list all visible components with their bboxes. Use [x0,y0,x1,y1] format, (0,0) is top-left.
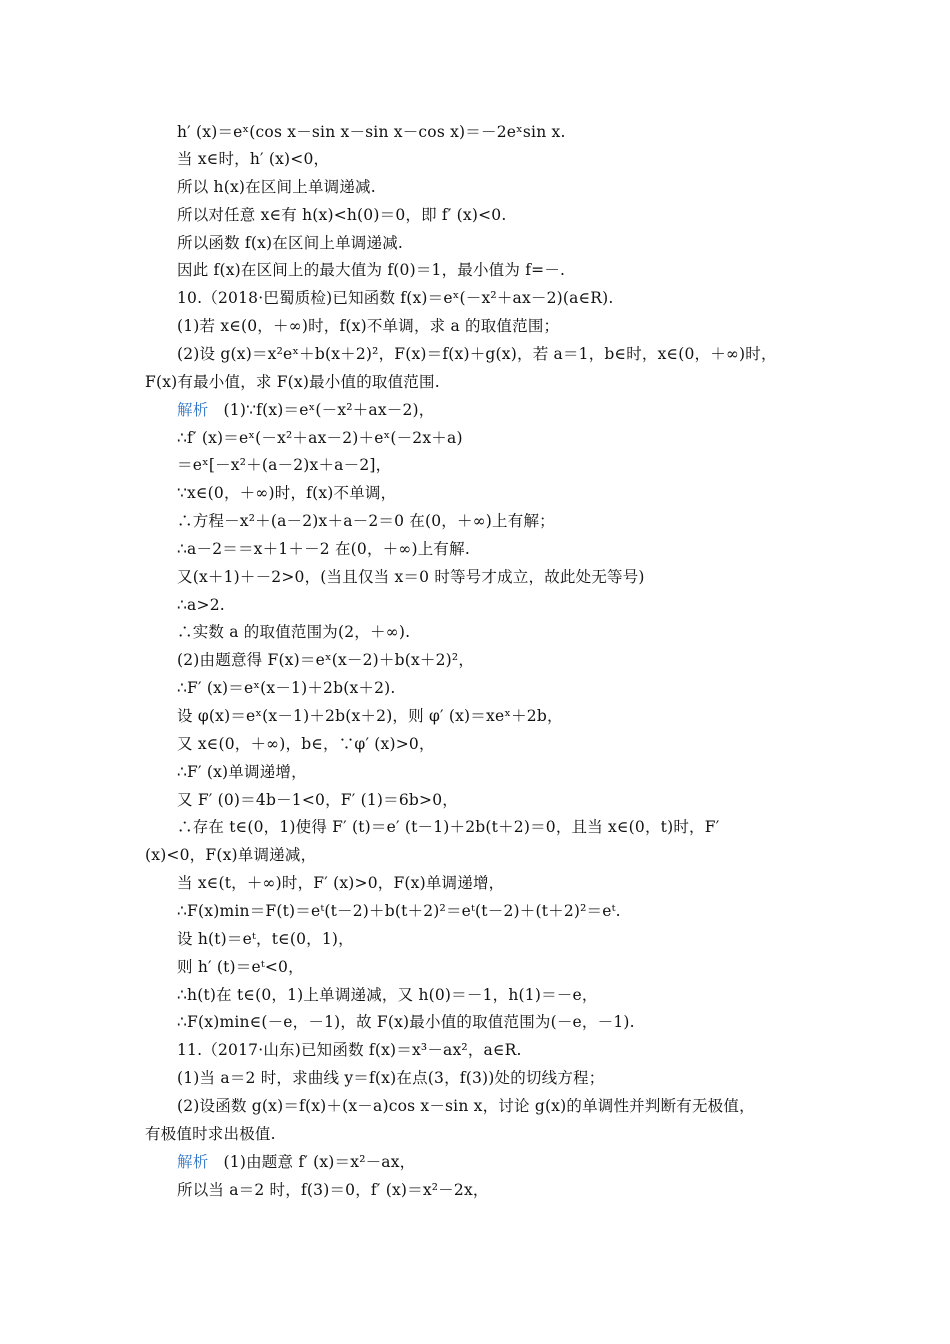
text-line: ∴存在 t∈(0，1)使得 F′ (t)＝e′ (t－1)＋2b(t＋2)＝0，且当 x∈(0，t)时，F′ [177,818,720,836]
jiexi-label: 解析 [177,1153,209,1171]
text-line: ∴方程－x²＋(a－2)x＋a－2＝0 在(0，＋∞)上有解； [177,512,555,530]
text-line: (2)由题意得 F(x)＝eˣ(x－2)＋b(x＋2)²， [177,651,475,669]
text-line: ∴f′ (x)＝eˣ(－x²＋ax－2)＋eˣ(－2x＋a) [177,429,463,447]
text-line: ∴a－2＝＝x＋1＋－2 在(0，＋∞)上有解. [177,540,470,558]
text-line: 所以对任意 x∈有 h(x)<h(0)＝0，即 f′ (x)<0. [177,206,507,224]
text-line: ∴F′ (x)单调递增， [177,763,307,781]
text-line: ＝eˣ[－x²＋(a－2)x＋a－2]， [177,456,392,474]
text-line: ∴F′ (x)＝eˣ(x－1)＋2b(x＋2). [177,679,396,697]
text-line: 又(x＋1)＋－2>0，(当且仅当 x＝0 时等号才成立，故此处无等号) [177,568,645,586]
text-line: 所以 h(x)在区间上单调递减. [177,178,376,196]
text-line: ∴a>2. [177,596,225,614]
solution-line [177,1152,415,1172]
text-line: (1)∵f(x)＝eˣ(－x²＋ax－2)， [223,401,435,419]
text-line: 设 h(t)＝eᵗ，t∈(0，1)， [177,930,354,948]
text-line: 设 φ(x)＝eˣ(x－1)＋2b(x＋2)，则 φ′ (x)＝xeˣ＋2b， [177,707,563,725]
text-line: 当 x∈(t，＋∞)时，F′ (x)>0，F(x)单调递增， [177,874,505,892]
text-line: 又 x∈(0，＋∞)，b∈，∵φ′ (x)>0， [177,735,435,753]
text-line: ∴F(x)min∈(－e，－1)，故 F(x)最小值的取值范围为(－e，－1). [177,1013,635,1031]
text-line: 当 x∈时，h′ (x)<0， [177,150,330,168]
text-line: ∴实数 a 的取值范围为(2，＋∞). [177,623,411,641]
text-line: (2)设函数 g(x)＝f(x)＋(x－a)cos x－sin x，讨论 g(x)的单调性并判断有无极值， [177,1097,755,1115]
solution-line [177,400,434,420]
text-line: 因此 f(x)在区间上的最大值为 f(0)＝1，最小值为 f=－. [177,261,566,279]
text-line: (1)当 a＝2 时，求曲线 y＝f(x)在点(3，f(3))处的切线方程； [177,1069,605,1087]
text-line: (2)设 g(x)＝x²eˣ＋b(x＋2)²，F(x)＝f(x)＋g(x)，若 a＝1，b∈时，x∈(0，＋∞)时， [177,345,777,363]
text-line: ∵x∈(0，＋∞)时，f(x)不单调， [177,484,397,502]
text-line: 有极值时求出极值. [145,1125,276,1143]
text-line: (1)若 x∈(0，＋∞)时，f(x)不单调，求 a 的取值范围； [177,317,560,335]
problem-heading: 10.（2018·巴蜀质检)已知函数 f(x)＝eˣ(－x²＋ax－2)(a∈R). [177,289,614,307]
text-line: F(x)有最小值，求 F(x)最小值的取值范围. [145,373,440,391]
text-line: ∴F(x)min＝F(t)＝eᵗ(t－2)＋b(t＋2)²＝eᵗ(t－2)＋(t＋2)²＝eᵗ. [177,902,621,920]
text-line: (1)由题意 f′ (x)＝x²－ax， [223,1153,416,1171]
text-line: 所以函数 f(x)在区间上单调递减. [177,234,404,252]
text-line: h′ (x)＝eˣ(cos x－sin x－sin x－cos x)＝－2eˣsin x. [177,123,566,141]
problem-heading: 11.（2017·山东)已知函数 f(x)＝x³－ax²，a∈R. [177,1041,522,1059]
text-line: 则 h′ (t)＝eᵗ<0， [177,958,304,976]
text-line: 又 F′ (0)＝4b－1<0，F′ (1)＝6b>0， [177,791,458,809]
text-line: ∴h(t)在 t∈(0，1)上单调递减，又 h(0)＝－1，h(1)＝－e， [177,986,598,1004]
text-line: 所以当 a＝2 时，f(3)＝0，f′ (x)＝x²－2x， [177,1181,489,1199]
text-line: (x)<0，F(x)单调递减， [145,846,317,864]
jiexi-label: 解析 [177,401,209,419]
